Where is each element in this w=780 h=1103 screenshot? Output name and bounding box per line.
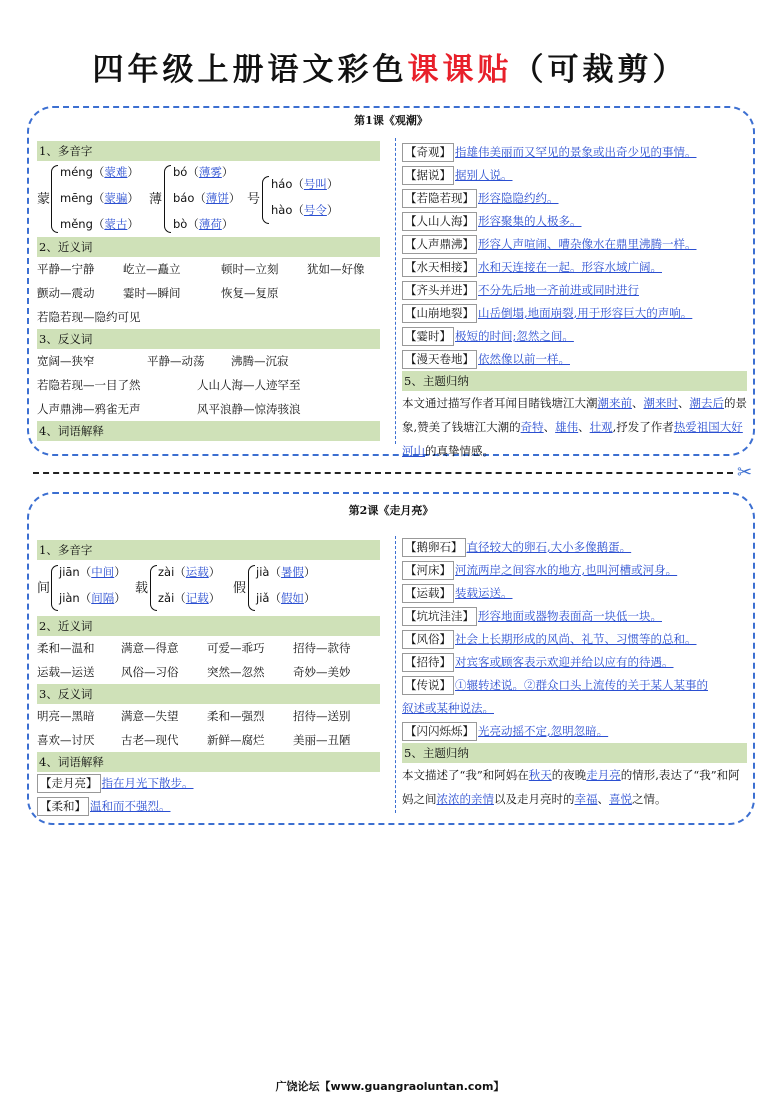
synonym-row: 运载—运送 风俗—习俗 突然—忽然 奇妙—美妙 [37,665,351,679]
definition-item: 【招待】 对宾客或顾客表示欢迎并给以应有的待遇。 [402,651,747,674]
definition-item: 【坑坑洼洼】 形容地面或器物表面高一块低一块。 [402,605,747,628]
poly-char: 间 [37,581,51,596]
poly-reading: hào（号令） [271,203,339,217]
definition-item: 【人声鼎沸】 形容人声喧闹、嘈杂像水在鼎里沸腾一样。 [402,233,747,256]
poly-reading: měng（蒙古） [60,217,139,231]
section-heading: 5、主题归纳 [402,743,747,763]
poly-reading: mēng（蒙骗） [60,191,139,205]
section-heading: 2、近义词 [37,616,380,636]
column-divider [395,536,396,813]
definition-item: 【传说】 ①辗转述说。②群众口头上流传的关于某人某事的 [402,674,747,697]
definition-item: 【齐头并进】 不分先后地一齐前进或同时进行 [402,279,747,302]
section-heading: 2、近义词 [37,237,380,257]
poly-reading: bó（薄雾） [173,165,234,179]
definition-item: 【柔和】 温和而不强烈。 [37,795,380,818]
poly-reading: méng（蒙难） [60,165,139,179]
poly-reading: jiān（中间） [59,565,126,579]
lesson-title: 第1课《观潮》 [354,114,428,127]
scissors-icon: ✂ [737,462,753,483]
definition-item: 【山崩地裂】 山岳倒塌,地面崩裂,用于形容巨大的声响。 [402,302,747,325]
poly-reading: zǎi（记载） [158,591,221,605]
left-column [37,141,380,441]
definition-item: 【霎时】 极短的时间;忽然之间。 [402,325,747,348]
footer-source: 广饶论坛【www.guangraoluntan.com】 [275,1080,505,1093]
section-heading: 3、反义词 [37,329,380,349]
lesson-title: 第2课《走月亮》 [348,504,434,517]
right-column [402,141,747,463]
brace [51,165,58,233]
theme-summary: 本文通过描写作者耳闻目睹钱塘江大潮潮来前、潮来时、潮去后的景象,赞美了钱塘江大潮的奇特、雄伟、壮观,抒发了作者热爱祖国大好河山的真挚情感。 [402,396,747,458]
definition-item: 【若隐若现】 形容隐隐约约。 [402,187,747,210]
definition-item: 【运载】 装载运送。 [402,582,747,605]
theme-summary: 本文描述了“我”和阿妈在秋天的夜晚走月亮的情形,表达了“我”和阿妈之间浓浓的亲情以及走月亮时的幸福、喜悦之情。 [402,768,740,806]
poly-char: 蒙 [37,192,51,207]
left-column [37,540,380,818]
synonym-row: 颤动—震动 霎时—瞬间 恢复—复原 [37,286,279,300]
definition-item: 【人山人海】 形容聚集的人极多。 [402,210,747,233]
definition-item: 【风俗】 社会上长期形成的风尚、礼节、习惯等的总和。 [402,628,747,651]
antonym-row: 人声鼎沸—鸦雀无声 风平浪静—惊涛骇浪 [37,402,301,416]
section-heading: 3、反义词 [37,684,380,704]
section-heading: 1、多音字 [37,141,380,161]
synonym-row: 若隐若现—隐约可见 [37,310,141,324]
synonym-row: 柔和—温和 满意—得意 可爱—乖巧 招待—款待 [37,641,351,655]
cut-line [33,472,733,474]
poly-reading: jiǎ（假如） [256,591,316,605]
definition-item: 【河床】 河流两岸之间容水的地方,也叫河槽或河身。 [402,559,747,582]
brace [248,565,255,611]
definition-item: 【据说】 据别人说。 [402,164,747,187]
definition-item: 【奇观】 指雄伟美丽而又罕见的景象或出奇少见的事情。 [402,141,747,164]
section-heading: 4、词语解释 [37,421,380,441]
definition-item: 【走月亮】 指在月光下散步。 [37,772,380,795]
definition-item: 【漫天卷地】 依然像以前一样。 [402,348,747,371]
brace [262,176,269,224]
poly-char: 薄 [149,192,163,207]
antonym-row: 喜欢—讨厌 古老—现代 新鲜—腐烂 美丽—丑陋 [37,733,351,747]
poly-reading: jiàn（间隔） [59,591,126,605]
lesson-1-card [27,106,755,456]
polyphonic-group [37,560,380,616]
section-heading: 4、词语解释 [37,752,380,772]
brace [164,165,171,233]
definition-item: 【水天相接】 水和天连接在一起。形容水域广阔。 [402,256,747,279]
definition-item: 【闪闪烁烁】 光亮动摇不定,忽明忽暗。 [402,720,747,743]
synonym-row: 平静—宁静 屹立—矗立 顿时—立刻 犹如—好像 [37,262,365,276]
section-heading: 5、主题归纳 [402,371,747,391]
poly-char: 载 [135,581,149,596]
brace [51,565,58,611]
page-title: 四年级上册语文彩色课课贴（可裁剪） [92,52,688,88]
poly-reading: zài（运载） [158,565,221,579]
right-column [402,536,747,811]
poly-reading: bò（薄荷） [173,217,234,231]
antonym-row: 明亮—黑暗 满意—失望 柔和—强烈 招待—送别 [37,709,351,723]
lesson-2-card [27,492,755,825]
definition-item: 【鹅卵石】 直径较大的卵石,大小多像鹅蛋。 [402,536,747,559]
polyphonic-group [37,161,380,237]
antonym-row: 若隐若现—一目了然 人山人海—人迹罕至 [37,378,301,392]
poly-reading: háo（号叫） [271,177,339,191]
definition-continuation: 叙述或某种说法。 [402,701,494,715]
poly-reading: báo（薄饼） [173,191,241,205]
antonym-row: 宽阔—狭窄 平静—动荡 沸腾—沉寂 [37,354,289,368]
brace [150,565,157,611]
section-heading: 1、多音字 [37,540,380,560]
column-divider [395,138,396,444]
poly-char: 假 [233,581,247,596]
poly-reading: jià（暑假） [256,565,316,579]
poly-char: 号 [247,192,261,207]
